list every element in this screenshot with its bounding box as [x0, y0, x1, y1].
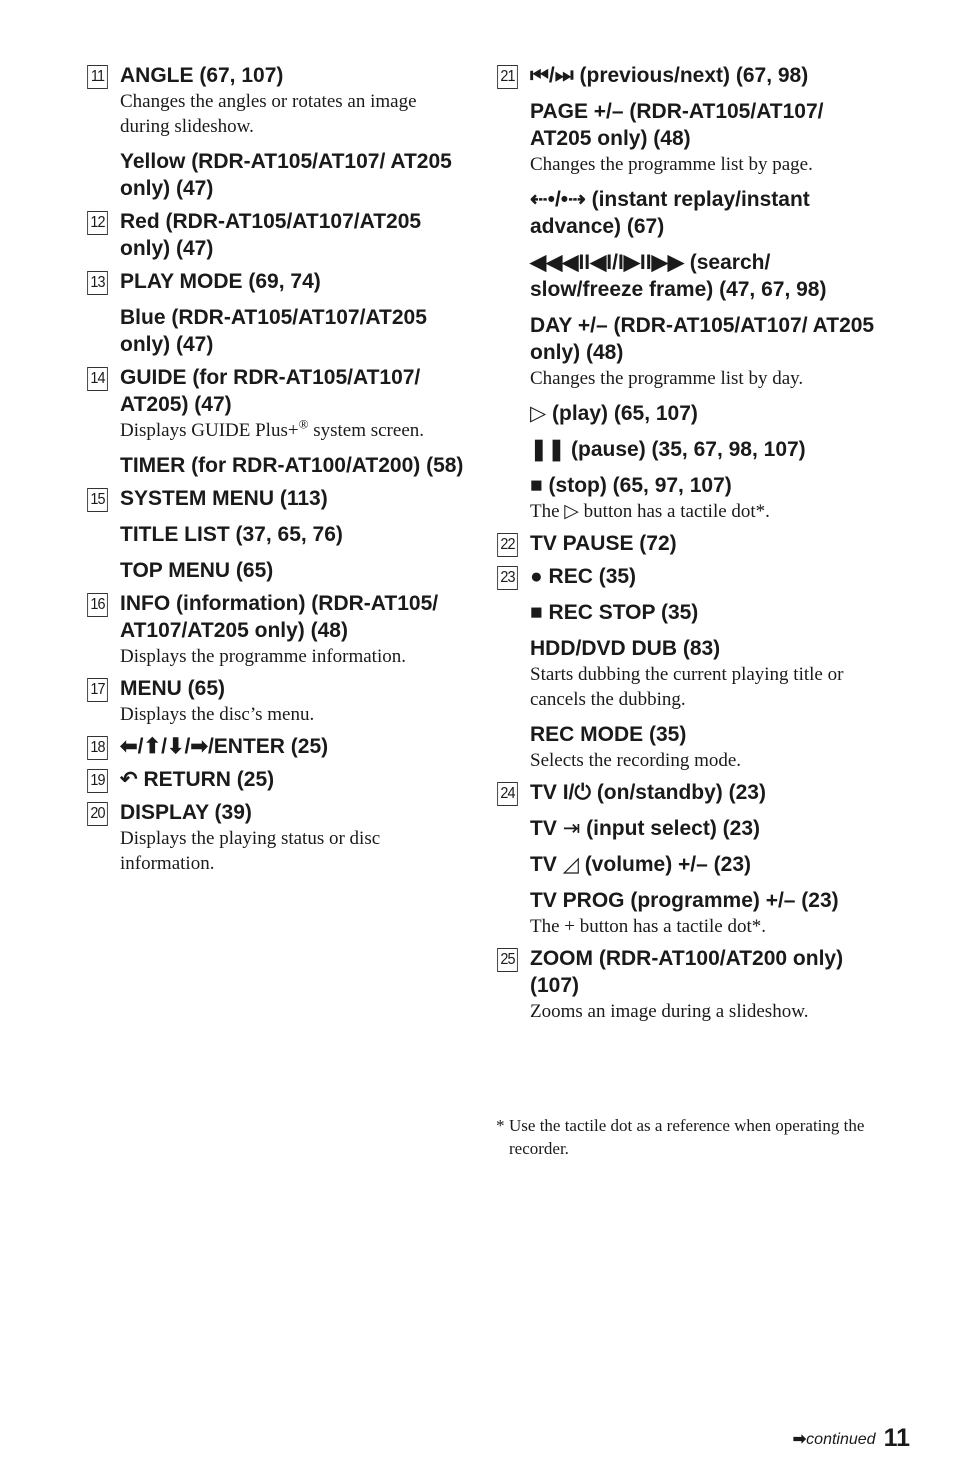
item-11-yellow: [86, 148, 466, 202]
record-icon: ●: [530, 565, 543, 588]
item-15-top-menu: [86, 557, 466, 584]
item-24-input: [496, 815, 876, 842]
item-heading: DAY +/– (RDR-AT105/AT107/ AT205 only) (48): [530, 314, 875, 364]
item-heading: GUIDE (for RDR-AT105/AT107/ AT205) (47): [120, 366, 421, 416]
item-14: [86, 364, 466, 443]
item-24-volume: [496, 851, 876, 878]
item-21-play: [496, 400, 876, 427]
item-11: [86, 62, 466, 139]
item-heading: ⇠•/•⇢ (instant replay/instant advance) (67): [530, 188, 810, 238]
item-23: [496, 563, 876, 590]
item-heading: Red (RDR-AT105/AT107/AT205 only) (47): [120, 210, 422, 260]
item-24-prog: [496, 887, 876, 939]
item-heading: TV ⇥ (input select) (23): [530, 817, 760, 840]
item-heading: TV ◿ (volume) +/– (23): [530, 853, 751, 876]
item-heading: ■ (stop) (65, 97, 107): [530, 474, 732, 497]
item-number: 24: [497, 782, 518, 806]
right-column: [496, 62, 876, 1030]
item-heading: ◀◀◀II◀I/I▶II▶▶ (search/ slow/freeze frame) (47, 67, 98): [530, 251, 827, 301]
item-22: [496, 530, 876, 557]
item-heading: MENU (65): [120, 677, 226, 700]
item-heading: ⬅/⬆/⬇/➡/ENTER (25): [120, 735, 329, 758]
item-23-rec-mode: [496, 721, 876, 773]
item-20: [86, 799, 466, 876]
item-heading: ▷ (play) (65, 107): [530, 402, 698, 425]
item-heading: TITLE LIST (37, 65, 76): [120, 523, 343, 546]
continued-label: continued: [806, 1431, 876, 1448]
item-number: 17: [87, 678, 108, 702]
item-14-timer: [86, 452, 466, 479]
item-heading: REC MODE (35): [530, 723, 687, 746]
left-column: [86, 62, 466, 882]
search-slow-freeze-icons: ◀◀◀II◀I/I▶II▶▶: [530, 251, 684, 274]
item-heading: ↶ RETURN (25): [120, 768, 275, 791]
page-number: 11: [883, 1424, 910, 1452]
instant-replay-icon: ⇠•: [530, 188, 555, 211]
instant-advance-icon: •⇢: [560, 188, 586, 211]
item-description: Starts dubbing the current playing title or cancels the dubbing.: [530, 664, 844, 710]
item-heading: ■ REC STOP (35): [530, 601, 699, 624]
item-number: 11: [87, 65, 108, 89]
item-heading: TV I/⏻ (on/standby) (23): [530, 781, 766, 804]
item-heading: TIMER (for RDR-AT100/AT200) (58): [120, 454, 464, 477]
play-icon: ▷: [530, 402, 547, 425]
item-21-replay: [496, 186, 876, 240]
item-description: Changes the programme list by day.: [530, 368, 804, 389]
item-19: [86, 766, 466, 793]
power-icon: I/⏻: [562, 781, 591, 804]
item-heading: TV PROG (programme) +/– (23): [530, 889, 839, 912]
item-heading: ● REC (35): [530, 565, 637, 588]
item-15: [86, 485, 466, 512]
item-description: Displays the playing status or disc information.: [120, 828, 381, 874]
item-16: [86, 590, 466, 669]
play-icon: ▷: [564, 501, 579, 522]
item-18: [86, 733, 466, 760]
item-description: Changes the programme list by page.: [530, 154, 813, 175]
footnote: [496, 1114, 876, 1160]
item-number: 20: [87, 802, 108, 826]
item-21-stop: [496, 472, 876, 524]
item-23-rec-stop: [496, 599, 876, 626]
item-heading: INFO (information) (RDR-AT105/ AT107/AT205 only) (48): [120, 592, 439, 642]
footnote-text: Use the tactile dot as a reference when operating the recorder.: [509, 1116, 865, 1158]
arrow-down-icon: ⬇: [166, 735, 185, 758]
item-description: Changes the angles or rotates an image during slideshow.: [120, 91, 417, 137]
item-heading: HDD/DVD DUB (83): [530, 637, 721, 660]
item-number: 25: [497, 948, 518, 972]
item-21-page: [496, 98, 876, 177]
item-number: 14: [87, 367, 108, 391]
item-description: Displays the disc’s menu.: [120, 704, 315, 725]
arrow-right-icon: ➡: [792, 1431, 807, 1448]
item-description: Displays the programme information.: [120, 646, 406, 667]
item-heading: TV PAUSE (72): [530, 532, 677, 555]
item-number: 21: [497, 65, 518, 89]
item-description: Selects the recording mode.: [530, 750, 742, 771]
stop-icon: ■: [530, 601, 543, 624]
item-heading: TOP MENU (65): [120, 559, 274, 582]
footnote-mark: *: [496, 1116, 505, 1135]
previous-icon: ⏮: [530, 64, 549, 87]
volume-icon: ◿: [562, 853, 579, 876]
item-13: [86, 268, 466, 295]
item-24: [496, 779, 876, 806]
item-heading: SYSTEM MENU (113): [120, 487, 328, 510]
item-heading: ⏮/⏭ (previous/next) (67, 98): [530, 64, 809, 87]
arrow-right-icon: ➡: [190, 735, 208, 758]
item-heading: Yellow (RDR-AT105/AT107/ AT205 only) (47): [120, 150, 452, 200]
item-heading: ZOOM (RDR-AT100/AT200 only) (107): [530, 947, 844, 997]
arrow-up-icon: ⬆: [143, 735, 162, 758]
item-description: Zooms an image during a slideshow.: [530, 1001, 809, 1022]
arrow-left-icon: ⬅: [120, 735, 138, 758]
item-description: The ▷ button has a tactile dot*.: [530, 501, 770, 522]
item-17: [86, 675, 466, 727]
item-number: 12: [87, 211, 108, 235]
next-icon: ⏭: [554, 64, 574, 87]
item-number: 19: [87, 769, 108, 793]
item-number: 22: [497, 533, 518, 557]
item-heading: PAGE +/– (RDR-AT105/AT107/ AT205 only) (48): [530, 100, 824, 150]
item-25: [496, 945, 876, 1024]
item-21-pause: [496, 436, 876, 463]
item-12: [86, 208, 466, 262]
item-heading: Blue (RDR-AT105/AT107/AT205 only) (47): [120, 306, 427, 356]
item-heading: PLAY MODE (69, 74): [120, 270, 321, 293]
item-number: 15: [87, 488, 108, 512]
item-description: Displays GUIDE Plus+® system screen.: [120, 416, 425, 441]
item-heading: DISPLAY (39): [120, 801, 252, 824]
input-select-icon: ⇥: [562, 817, 581, 840]
item-21-search: [496, 249, 876, 303]
item-21: [496, 62, 876, 89]
item-15-title-list: [86, 521, 466, 548]
page-footer: [793, 1424, 910, 1453]
item-description: The + button has a tactile dot*.: [530, 916, 767, 937]
item-21-day: [496, 312, 876, 391]
stop-icon: ■: [530, 474, 543, 497]
item-heading: ❚❚ (pause) (35, 67, 98, 107): [530, 438, 806, 461]
item-heading: ANGLE (67, 107): [120, 64, 284, 87]
item-number: 23: [497, 566, 518, 590]
item-number: 18: [87, 736, 108, 760]
pause-icon: ❚❚: [530, 438, 566, 461]
return-icon: ↶: [120, 768, 138, 791]
item-number: 16: [87, 593, 108, 617]
item-number: 13: [87, 271, 108, 295]
item-13-blue: [86, 304, 466, 358]
item-23-dub: [496, 635, 876, 712]
